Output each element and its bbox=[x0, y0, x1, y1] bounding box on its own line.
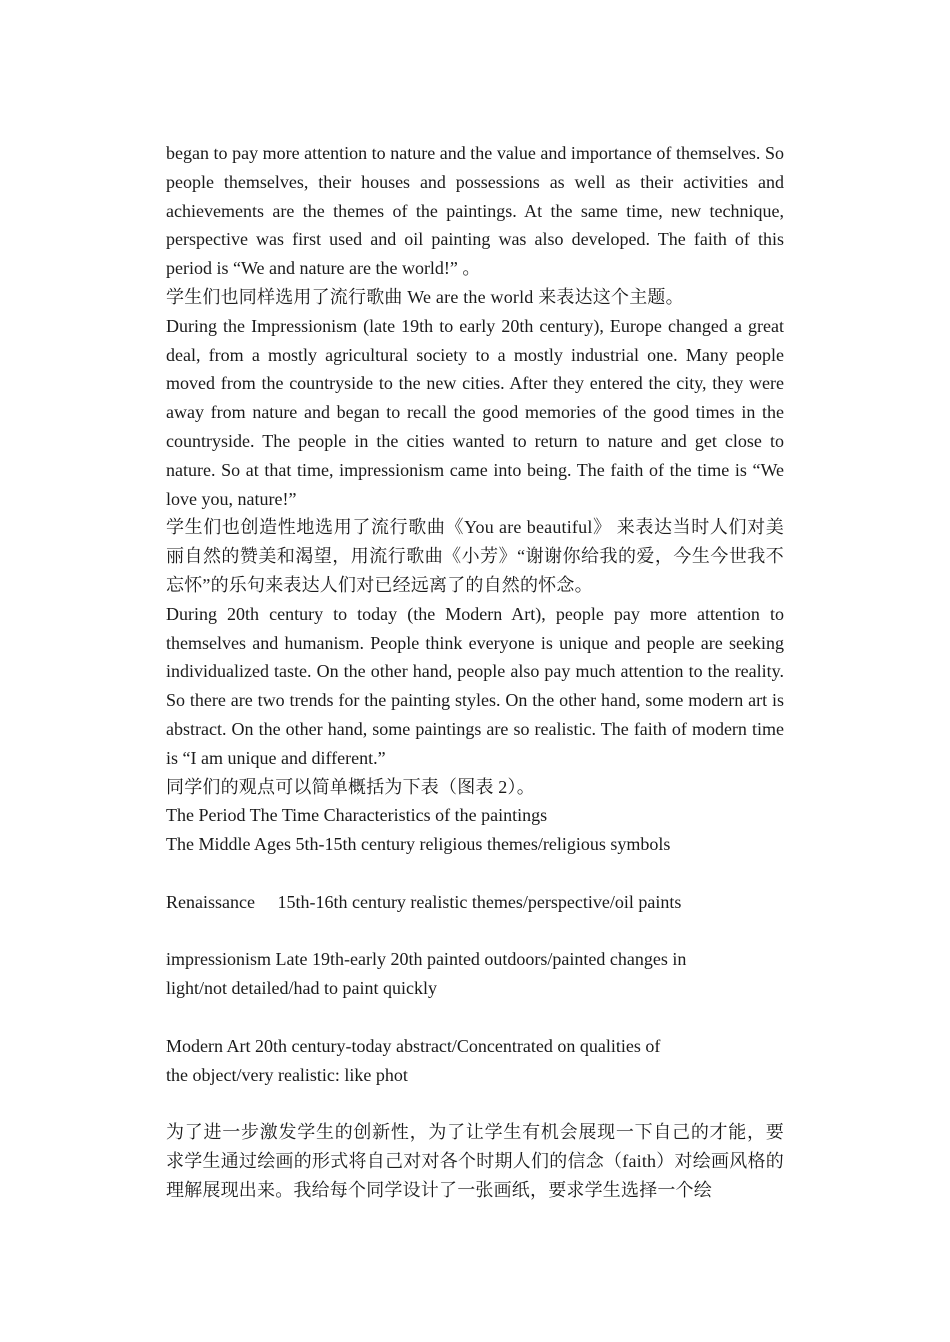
paragraph-we-are-the-world: 学生们也同样选用了流行歌曲 We are the world 来表达这个主题。 bbox=[166, 286, 684, 307]
table-spacer bbox=[166, 1003, 784, 1032]
paragraph-impressionism: During the Impressionism (late 19th to early 20th century), Europe changed a great deal, from a mostly agricultural society to a mostly industrial one. Many people moved from the countryside to the new cities. After they entered the city, they were away from nature and began to recall the good memories of the good times in the countryside. The people in the cities wanted to return to nature and get close to nature. So at that time, impressionism came into being. The faith of the time is “We love you, nature!” bbox=[166, 315, 784, 509]
table-row-line: the object/very realistic: like phot bbox=[166, 1064, 408, 1085]
table-row bbox=[166, 830, 784, 859]
table-row-line: The Middle Ages 5th-15th century religious themes/religious symbols bbox=[166, 834, 671, 855]
table-row-line: Modern Art 20th century-today abstract/Concentrated on qualities of bbox=[166, 1035, 661, 1056]
paragraph-renaissance: began to pay more attention to nature and the value and importance of themselves. So people themselves, their houses and possessions as well as their activities and achievements are the themes of the paintings. At the same time, new technique, perspective was first used and oil painting was also developed. The faith of this period is “We and nature are the world!” 。 bbox=[166, 143, 784, 279]
table-spacer bbox=[166, 917, 784, 946]
table-row-line: impressionism Late 19th-early 20th painted outdoors/painted changes in bbox=[166, 949, 687, 970]
paragraph-table-intro: 同学们的观点可以简单概括为下表（图表 2）。 bbox=[166, 776, 535, 797]
paragraph-closing: 为了进一步激发学生的创新性，为了让学生有机会展现一下自己的才能，要求学生通过绘画的形式将自己对对各个时期人们的信念（faith）对绘画风格的理解展现出来。我给每个同学设计了一张画纸，要求学生选择一个绘 bbox=[166, 1122, 784, 1200]
table-row bbox=[166, 945, 784, 1003]
table-header: The Period The Time Characteristics of the paintings bbox=[166, 805, 548, 826]
paragraph-you-are-beautiful: 学生们也创造性地选用了流行歌曲《You are beautiful》 来表达当时人们对美丽自然的赞美和渴望，用流行歌曲《小芳》“谢谢你给我的爱，今生今世我不忘怀”的乐句来表达人们对已经远离了的自然的怀念。 bbox=[166, 517, 784, 595]
periods-table bbox=[166, 801, 784, 1118]
table-row-line: light/not detailed/had to paint quickly bbox=[166, 978, 437, 999]
table-row bbox=[166, 888, 784, 917]
paragraph-modern-art: During 20th century to today (the Modern Art), people pay more attention to themselves and humanism. People think everyone is unique and people are seeking individualized taste. On the other hand, people also pay much attention to the reality. So there are two trends for the painting styles. On the other hand, some modern art is abstract. On the other hand, some paintings are so realistic. The faith of modern time is “I am unique and different.” bbox=[166, 603, 784, 768]
table-row-line: Renaissance 15th-16th century realistic themes/perspective/oil paints bbox=[166, 891, 682, 912]
table-spacer bbox=[166, 1089, 784, 1118]
document-page bbox=[166, 139, 784, 1204]
table-spacer bbox=[166, 859, 784, 888]
table-row bbox=[166, 1032, 784, 1090]
